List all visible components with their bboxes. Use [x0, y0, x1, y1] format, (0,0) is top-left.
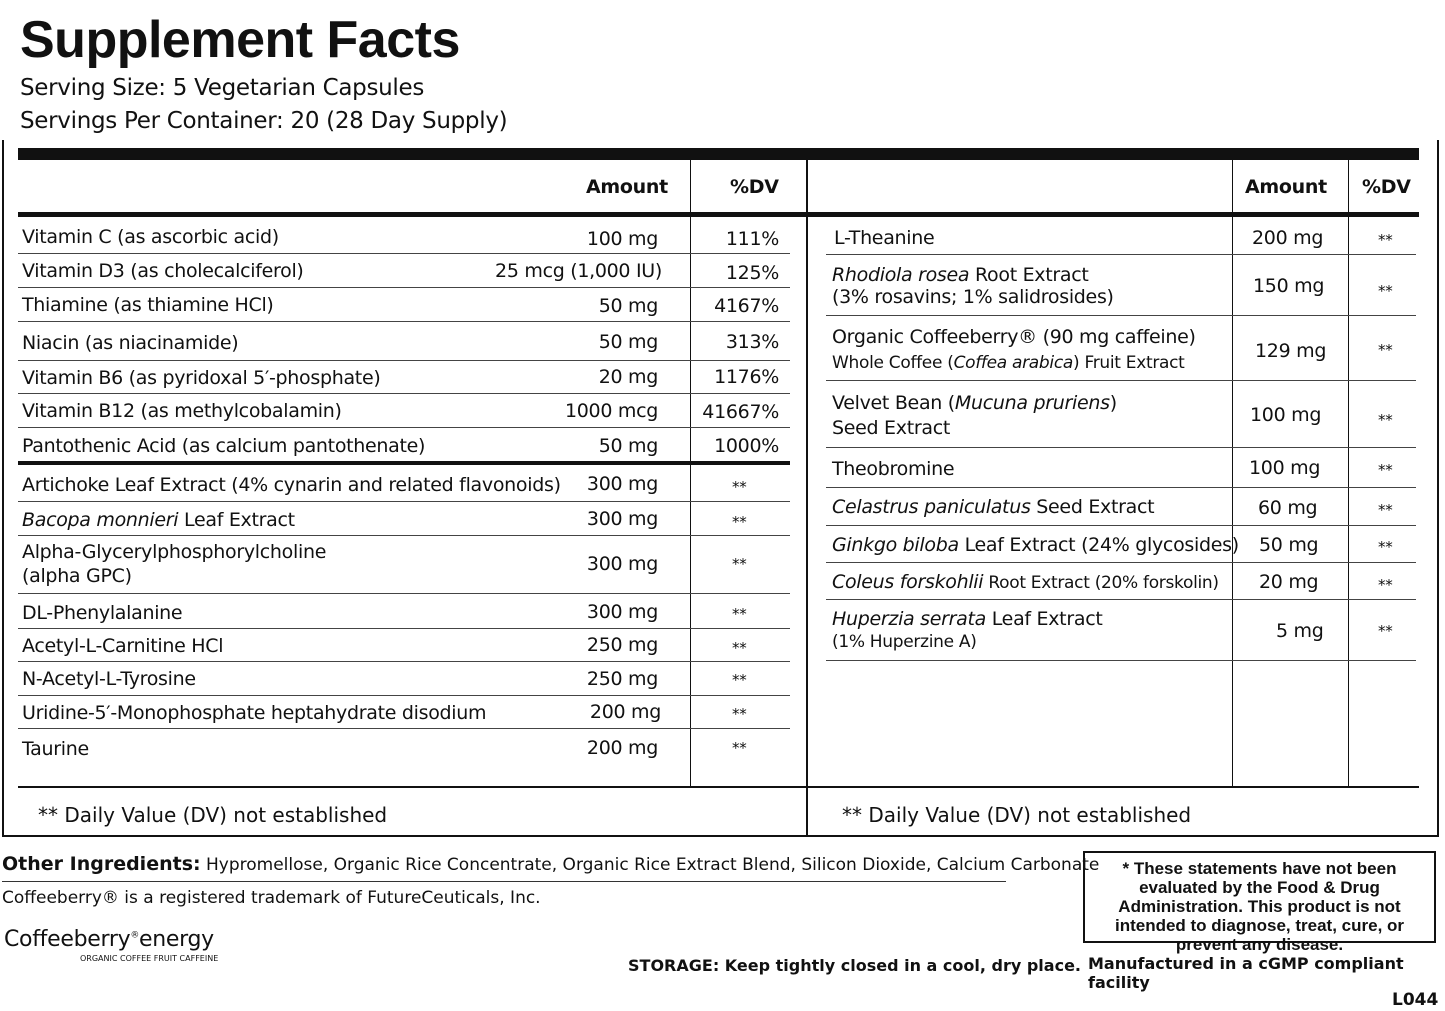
dv-value: ** [732, 739, 747, 757]
item-name: Root Extract [969, 264, 1089, 286]
center-divider [806, 160, 808, 837]
servings-per-container: Servings Per Container: 20 (28 Day Supply) [20, 108, 508, 134]
dv-value: 111% [725, 228, 779, 250]
logo-wordmark-2: energy [139, 927, 214, 952]
amount-value: 50 mg [1259, 534, 1319, 556]
list-item: Uridine-5′-Monophosphate heptahydrate disodium [22, 702, 487, 724]
dv-value: ** [1378, 501, 1393, 519]
amount-value: 200 mg [1252, 227, 1324, 249]
dv-value: ** [732, 605, 747, 623]
amount-value: 300 mg [586, 473, 658, 495]
logo-tagline: ORGANIC COFFEE FRUIT CAFFEINE [80, 954, 219, 963]
top-bar-divider [18, 148, 1419, 160]
amount-value: 300 mg [586, 601, 658, 623]
amount-value: 250 mg [586, 634, 658, 656]
dv-value: 1000% [714, 435, 779, 457]
latin-name: Mucuna pruriens [954, 392, 1110, 414]
dv-value: ** [1378, 282, 1393, 300]
fda-disclaimer: * These statements have not been evaluated by the Food & Drug Administration. This product is not intended to diagnose, treat, cure, or prevent any disease. [1083, 851, 1436, 943]
list-item: Theobromine [832, 458, 955, 480]
manufactured-note: Manufactured in a cGMP compliant facility [1088, 954, 1404, 992]
list-item-line2: (3% rosavins; 1% salidrosides) [832, 286, 1114, 308]
row-divider [18, 287, 790, 288]
row-divider [826, 380, 1416, 381]
list-item: Acetyl-L-Carnitine HCl [22, 635, 224, 657]
list-item: Alpha-Glycerylphosphorylcholine [22, 541, 327, 563]
right-amount-header: Amount [1245, 176, 1327, 198]
dv-value: ** [1378, 231, 1393, 249]
right-dv-header: %DV [1362, 176, 1411, 198]
row-divider [18, 661, 790, 662]
dv-value: ** [1378, 341, 1393, 359]
row-divider [18, 695, 790, 696]
logo-wordmark: Coffeeberry [4, 927, 131, 952]
amount-value: 5 mg [1276, 620, 1324, 642]
dv-value: 41667% [702, 401, 779, 423]
dv-value: 1176% [714, 366, 779, 388]
amount-value: 25 mcg (1,000 IU) [495, 260, 662, 282]
item-name: Root Extract (20% forskolin) [983, 573, 1219, 593]
amount-value: 100 mg [1249, 457, 1321, 479]
latin-name: Ginkgo biloba [832, 534, 959, 556]
list-item [832, 264, 1089, 286]
amount-value: 100 mg [1250, 404, 1322, 426]
item-name: Leaf Extract [985, 608, 1103, 630]
dv-value: 4167% [714, 295, 779, 317]
amount-value: 100 mg [586, 228, 658, 250]
dv-value: ** [732, 555, 747, 573]
item-name: Leaf Extract (24% glycosides) [958, 534, 1239, 556]
list-item: Pantothenic Acid (as calcium pantothenate) [22, 435, 426, 457]
row-divider [826, 599, 1416, 600]
latin-name: Coleus forskohlii [832, 571, 984, 593]
list-item [832, 534, 1239, 556]
page-title: Supplement Facts [20, 11, 460, 69]
list-item [22, 509, 295, 531]
dv-value: ** [732, 639, 747, 657]
row-divider [826, 254, 1416, 255]
amount-value: 20 mg [598, 366, 658, 388]
list-item [832, 571, 1219, 593]
dv-value: ** [732, 513, 747, 531]
list-item [832, 392, 1117, 414]
amount-value: 20 mg [1259, 571, 1319, 593]
list-item-line2: (1% Huperzine A) [832, 632, 977, 652]
list-item: Vitamin B12 (as methylcobalamin) [22, 400, 342, 422]
list-item: Artichoke Leaf Extract (4% cynarin and related flavonoids) [22, 474, 561, 496]
dv-value: ** [732, 478, 747, 496]
vitamin-section-rule [18, 461, 790, 465]
dv-value: ** [1378, 411, 1393, 429]
amount-value: 200 mg [589, 701, 661, 723]
left-header-rule [18, 212, 807, 217]
row-divider [826, 487, 1416, 488]
amount-value: 60 mg [1258, 497, 1318, 519]
list-item: Vitamin C (as ascorbic acid) [22, 226, 279, 248]
latin-name: Rhodiola rosea [832, 264, 970, 286]
row-divider [18, 501, 790, 502]
latin-name: Coffea arabica [953, 353, 1074, 373]
dv-note-right: ** Daily Value (DV) not established [842, 803, 1192, 827]
list-item: Thiamine (as thiamine HCl) [22, 294, 274, 316]
list-item: Organic Coffeeberry® (90 mg caffeine) [832, 326, 1196, 348]
lot-code: L044 [1392, 990, 1439, 1010]
storage-note [628, 956, 1081, 975]
left-dv-header: %DV [730, 176, 779, 198]
amount-value: 150 mg [1253, 275, 1325, 297]
list-item [832, 496, 1154, 518]
row-divider [826, 660, 1416, 661]
item-name: Velvet Bean ( [832, 392, 955, 414]
dv-value: ** [1378, 538, 1393, 556]
item-subtext: Whole Coffee ( [832, 353, 954, 373]
amount-value: 50 mg [598, 331, 658, 353]
latin-name: Bacopa monnieri [22, 509, 179, 531]
list-item: Niacin (as niacinamide) [22, 332, 239, 354]
row-divider [18, 728, 790, 729]
amount-value: 50 mg [598, 295, 658, 317]
storage-label: STORAGE [628, 956, 713, 975]
amount-value: 250 mg [586, 668, 658, 690]
row-divider [826, 447, 1416, 448]
row-divider [826, 525, 1416, 526]
list-item-line2: Seed Extract [832, 417, 950, 439]
other-ingredients [2, 853, 1099, 875]
dv-value: ** [732, 671, 747, 689]
list-item-line2 [832, 353, 1185, 373]
row-divider [826, 315, 1416, 316]
list-item [832, 608, 1103, 630]
amount-value: 200 mg [586, 737, 658, 759]
row-divider [826, 562, 1416, 563]
list-item: Vitamin D3 (as cholecalciferol) [22, 260, 304, 282]
latin-name: Celastrus paniculatus [832, 496, 1031, 518]
coffeeberry-logo [4, 927, 214, 952]
dv-value: ** [1378, 576, 1393, 594]
left-amount-header: Amount [586, 176, 668, 198]
dv-note-left: ** Daily Value (DV) not established [38, 803, 388, 827]
row-divider [18, 393, 790, 394]
logo-registered-mark: ® [130, 930, 140, 941]
row-divider [18, 253, 790, 254]
footer-rule [18, 786, 1419, 788]
row-divider [18, 628, 790, 629]
item-name: Seed Extract [1030, 496, 1155, 518]
right-header-rule [808, 212, 1419, 217]
other-ingredients-label: Other Ingredients: [2, 853, 201, 875]
row-divider [18, 535, 790, 536]
other-ingredients-text: Hypromellose, Organic Rice Concentrate, Organic Rice Extract Blend, Silicon Dioxide, Calcium Carbonate [206, 855, 1100, 875]
dv-value: ** [732, 705, 747, 723]
row-divider [18, 427, 790, 428]
list-item: L-Theanine [834, 227, 935, 249]
dv-value: 313% [725, 331, 779, 353]
latin-name: Huperzia serrata [832, 608, 986, 630]
row-divider [18, 360, 790, 361]
storage-text: : Keep tightly closed in a cool, dry place. [712, 956, 1081, 975]
item-name: ) [1109, 392, 1117, 414]
ingredients-rule [2, 881, 1006, 882]
dv-value: 125% [725, 262, 779, 284]
amount-value: 300 mg [586, 553, 658, 575]
trademark-note: Coffeeberry® is a registered trademark of FutureCeuticals, Inc. [2, 888, 541, 908]
amount-value: 129 mg [1255, 340, 1327, 362]
list-item: DL-Phenylalanine [22, 602, 183, 624]
list-item: N-Acetyl-L-Tyrosine [22, 668, 196, 690]
serving-size: Serving Size: 5 Vegetarian Capsules [20, 75, 425, 101]
amount-value: 50 mg [598, 435, 658, 457]
list-item-line2: (alpha GPC) [22, 565, 132, 587]
item-subtext: ) Fruit Extract [1073, 353, 1185, 373]
amount-value: 300 mg [586, 508, 658, 530]
list-item: Taurine [22, 738, 89, 760]
dv-value: ** [1378, 622, 1393, 640]
amount-value: 1000 mcg [564, 400, 658, 422]
row-divider [18, 321, 790, 322]
list-item: Vitamin B6 (as pyridoxal 5′-phosphate) [22, 367, 381, 389]
dv-value: ** [1378, 461, 1393, 479]
item-name: Leaf Extract [178, 509, 295, 531]
row-divider [18, 593, 790, 594]
